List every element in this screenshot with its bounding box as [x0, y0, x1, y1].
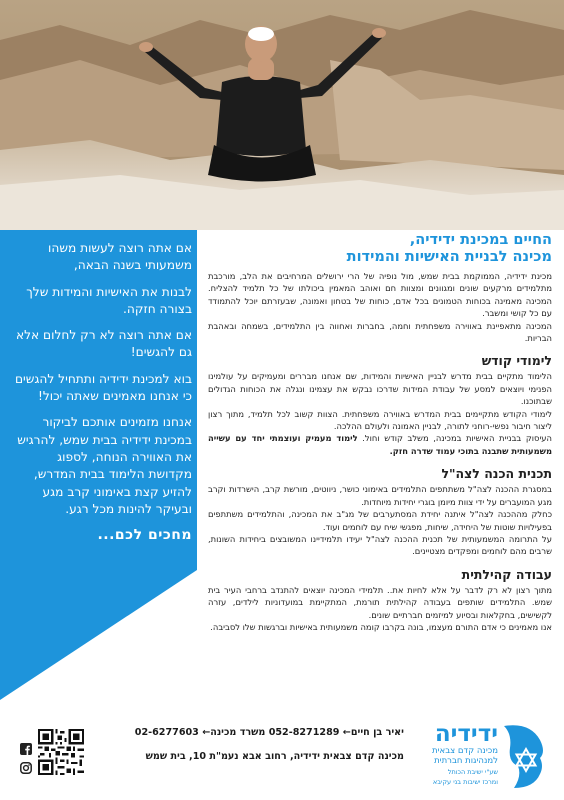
logo-tagline-2: ומרכז ישיבות בני עקיבא	[432, 778, 498, 786]
contact-info	[90, 726, 404, 764]
logo-subtitle-2: למנהיגות חברתית	[434, 756, 498, 766]
torah-paragraph-3-bold: לימוד מעמיק ועוצמתי יחד עם עשייה משמעותית שתבנה בתוכי עמוד שדרה חזק.	[208, 433, 552, 456]
logo-subtitle-1: מכינה קדם צבאית	[432, 746, 498, 756]
torah-paragraph-3-plain: העיסוק בבניית האישיות במכינה, משלב קודש וחול.	[357, 433, 552, 444]
side-paragraph-5: אנחנו מזמינים אותכם לביקור במכינת ידידיה בבית שמש, להרגיש את האווירה הנוחה, לספוג מקדושת הלימוד בבית המדרש, להזיע קצת באימוני קרב מגע ובעיקר להינות מכל רגע.	[17, 415, 192, 516]
intro-paragraph: מכינת ידידיה, הממוקמת בבית שמש, מול נופיה של הרי ירושלים המרחיבים את הלב, מורכבת מתלמידים מרקעים שונים ומגוונים ומצוות חם ואוהב המאמין ביכולתו של כל תלמיד להצליח. המכינה מאמינה בכוחות הטמונים בכל אדם, כוחות של בטחון ואמונה, שבעזרתם יוכל להתמודד עם כל קושי ומשבר.	[208, 271, 552, 319]
logo-mark	[500, 722, 550, 790]
torah-paragraph-1: הלימוד מתקיים בבית מדרש לבניין האישיות והמידות, שם אנחנו מבררים ומעמיקים על עולמינו הפנימי ויוצאים למסע של עבודת המידות שדרכו נבקש את עצמינו ונגלה את הכוחות הגדולים שבתוכנו.	[208, 371, 552, 407]
torah-paragraph-2: לימודי הקודש מתקיימים בבית המדרש באווירה משפחתית. הצוות קשוב לכל תלמיד, מתוך רצון ליצור חיבור נפשי-רוחני לתורה, לבניין האמונה ולעולם ההלכה.	[208, 408, 552, 432]
main-title-line-1: החיים במכינת ידידיה,	[409, 232, 552, 248]
side-paragraph-2: לבנות את האישיות והמידות שלך בצורה חזקה.	[26, 284, 192, 316]
intro-paragraph-2: המכינה מתאפיינת באווירה משפחתית וחמה, בחברות ואחווה בין התלמידים, בשמחה ובאהבת הבריות.	[208, 320, 552, 344]
contact-address: מכינה קדם צבאית ידידיה, רחוב אבא נעמ"ת 10, בית שמש	[145, 751, 404, 762]
idf-paragraph-2: כחלק מההכנה לצה"ל איתנה יחידת המסתערבים של מג"ב את המכינה, והתלמידים משתתפים בפעילויות שוטות של היחידה, שיחות, מפגשי שיח עם לוחמים ועוד.	[208, 509, 552, 532]
logo-tagline-1: שע"י ישיבת הכותל	[447, 768, 498, 776]
instagram-icon[interactable]	[20, 762, 32, 774]
contact-phones[interactable]: יאיר בן חיים← 052-8271289 משרד מכינה← 02-6277603	[134, 727, 404, 738]
torah-paragraph-3	[208, 432, 552, 457]
idf-paragraph-1: במסגרת ההכנה לצה"ל משתתפים התלמידים באימוני כושר, ניווטים, מורשת קרב, הישרדות וקרב מגע המועברים על ידי צוות מיומן בוגרי יחידות מיוחדות.	[208, 484, 552, 507]
side-panel-text	[14, 240, 192, 553]
main-content	[208, 232, 552, 633]
section-heading-idf-prep: תכנית הכנה לצה"ל	[441, 466, 552, 482]
facebook-icon[interactable]	[20, 743, 32, 755]
side-closing: מחכים לכם...	[97, 527, 192, 544]
side-paragraph-3: אם אתה רוצה לא רק לחלום אלא גם להגשים!	[15, 328, 192, 360]
logo-name: ידידיה	[434, 721, 498, 747]
logo-text	[388, 722, 498, 786]
section-heading-community-work: עבודה קהילתית	[461, 566, 552, 582]
section-heading-torah-studies: לימודי קודש	[481, 353, 552, 369]
community-paragraph-2: אנו מאמינים כי אדם התורם מעצמו, בונה בקרבו קומה משמעותית באישיות וברגשות שלו לסביבה.	[210, 621, 552, 632]
community-paragraph-1: מתוך רצון לא רק לדבר על אלא לחיות את.. תלמידי המכינה יוצאים להתנדב ברחבי העיר בית שמש. התלמידים שותפים בעבודה קהילתית תורמת, המתקיימת במועדוניות לילדים, עזרה לקשישים, בחקלאות ובסיוע למיזמים חברתיים שונים.	[208, 584, 552, 620]
qr-code[interactable]	[38, 729, 84, 775]
side-paragraph-1: אם אתה רוצה לעשות משהו משמעותי בשנה הבאה,	[48, 241, 192, 273]
idf-paragraph-3: על התרומה המשמעותית של תכנית ההכנה לצה"ל יעידו תלמידיינו המשובצים ביחידות השונות, שרבים מהם לוחמים ומפקדים מצטיינים.	[208, 533, 552, 557]
logo	[390, 722, 550, 790]
hero-desert-scene	[0, 0, 564, 230]
hero-photo	[0, 0, 564, 230]
side-paragraph-4: בוא למכינת ידידיה ותתחיל להגשים כי אנחנו מאמינים שאתה יכול!	[14, 371, 192, 404]
main-title-line-2: מכינה לבניית האישיות והמידות	[346, 249, 552, 265]
